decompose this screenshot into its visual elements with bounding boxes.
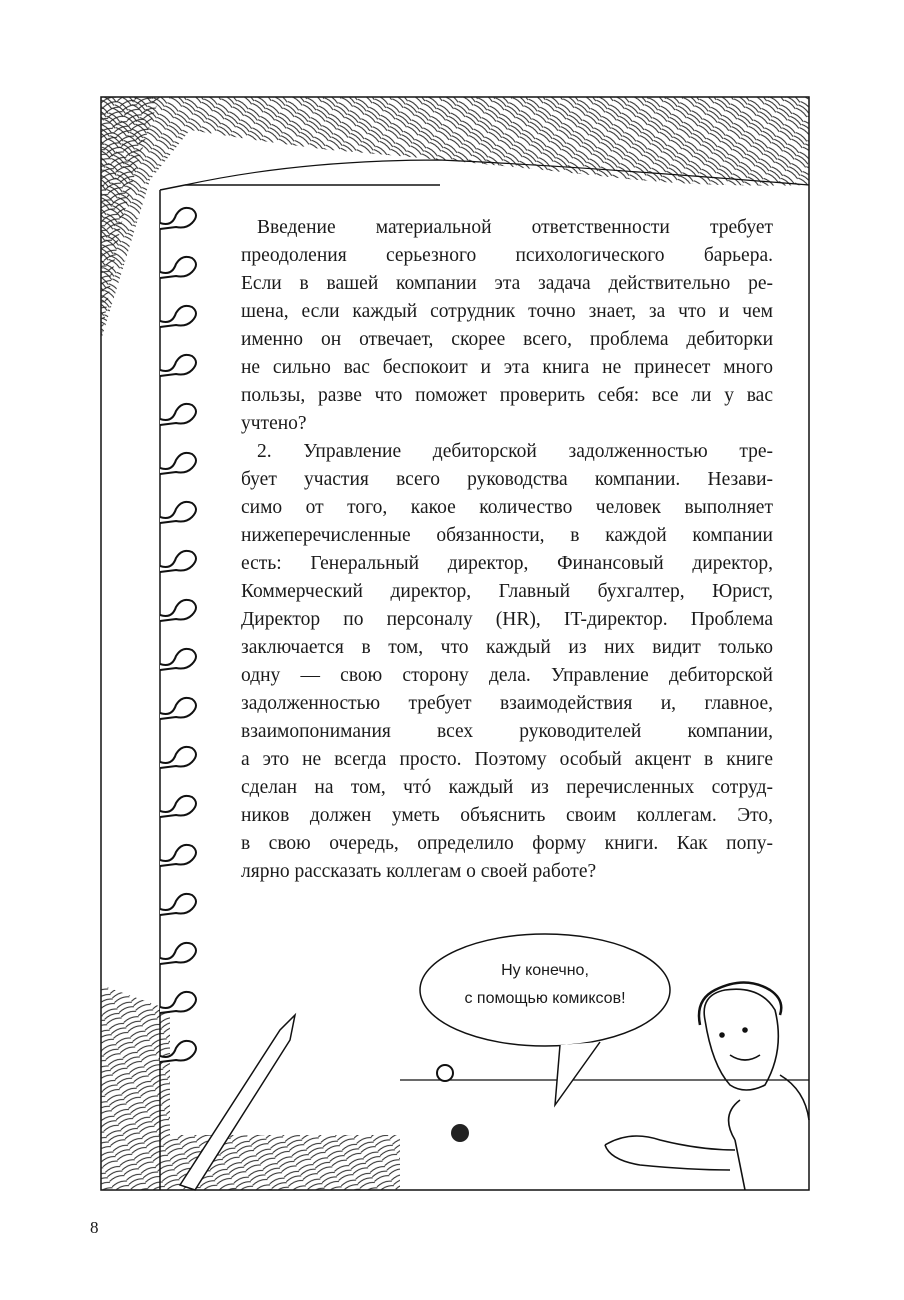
text-line: взаимопонимания всех руководителей компании, (241, 721, 773, 742)
text-line: именно он отвечает, скорее всего, проблема дебиторки (241, 329, 773, 350)
text-line: задолженностью требует взаимодействия и, главное, (241, 693, 773, 714)
text-line: Введение материальной ответственности требует (257, 217, 773, 238)
text-line: 2. Управление дебиторской задолженностью тре- (257, 441, 773, 462)
text-line: Директор по персоналу (HR), IT-директор. Проблема (241, 609, 773, 630)
speech-bubble-line-1: Ну конечно, (501, 962, 589, 979)
text-line: бует участия всего руководства компании. Незави- (241, 469, 773, 490)
text-line: Коммерческий директор, Главный бухгалтер, Юрист, (241, 581, 773, 602)
text-line: ников должен уметь объяснить своим коллегам. Это, (241, 805, 773, 826)
text-line: одну — свою сторону дела. Управление дебиторской (241, 665, 773, 686)
text-line: учтено? (241, 413, 307, 434)
text-line: Если в вашей компании эта задача действительно ре- (241, 273, 773, 294)
text-line: преодоления серьезного психологического барьера. (241, 245, 773, 266)
speech-bubble-line-2: с помощью комиксов! (464, 990, 626, 1007)
text-line: заключается в том, что каждый из них видит только (241, 637, 773, 658)
page-number: 8 (90, 1218, 99, 1237)
text-line: не сильно вас беспокоит и эта книга не принесет много (241, 357, 773, 378)
text-line: а это не всегда просто. Поэтому особый акцент в книге (241, 749, 773, 770)
text-line: есть: Генеральный директор, Финансовый директор, (241, 553, 773, 574)
text-line: нижеперечисленные обязанности, в каждой компании (241, 525, 773, 546)
text-line: пользы, разве что поможет проверить себя: все ли у вас (241, 385, 773, 406)
text-line: симо от того, какое количество человек выполняет (241, 497, 773, 518)
text-line: лярно рассказать коллегам о своей работе? (241, 861, 597, 882)
text-line: в свою очередь, определило форму книги. Как попу- (241, 833, 773, 854)
text-line: сделан на том, чтó каждый из перечисленных сотруд- (241, 777, 773, 798)
text-line: шена, если каждый сотрудник точно знает, за что и чем (241, 301, 773, 322)
